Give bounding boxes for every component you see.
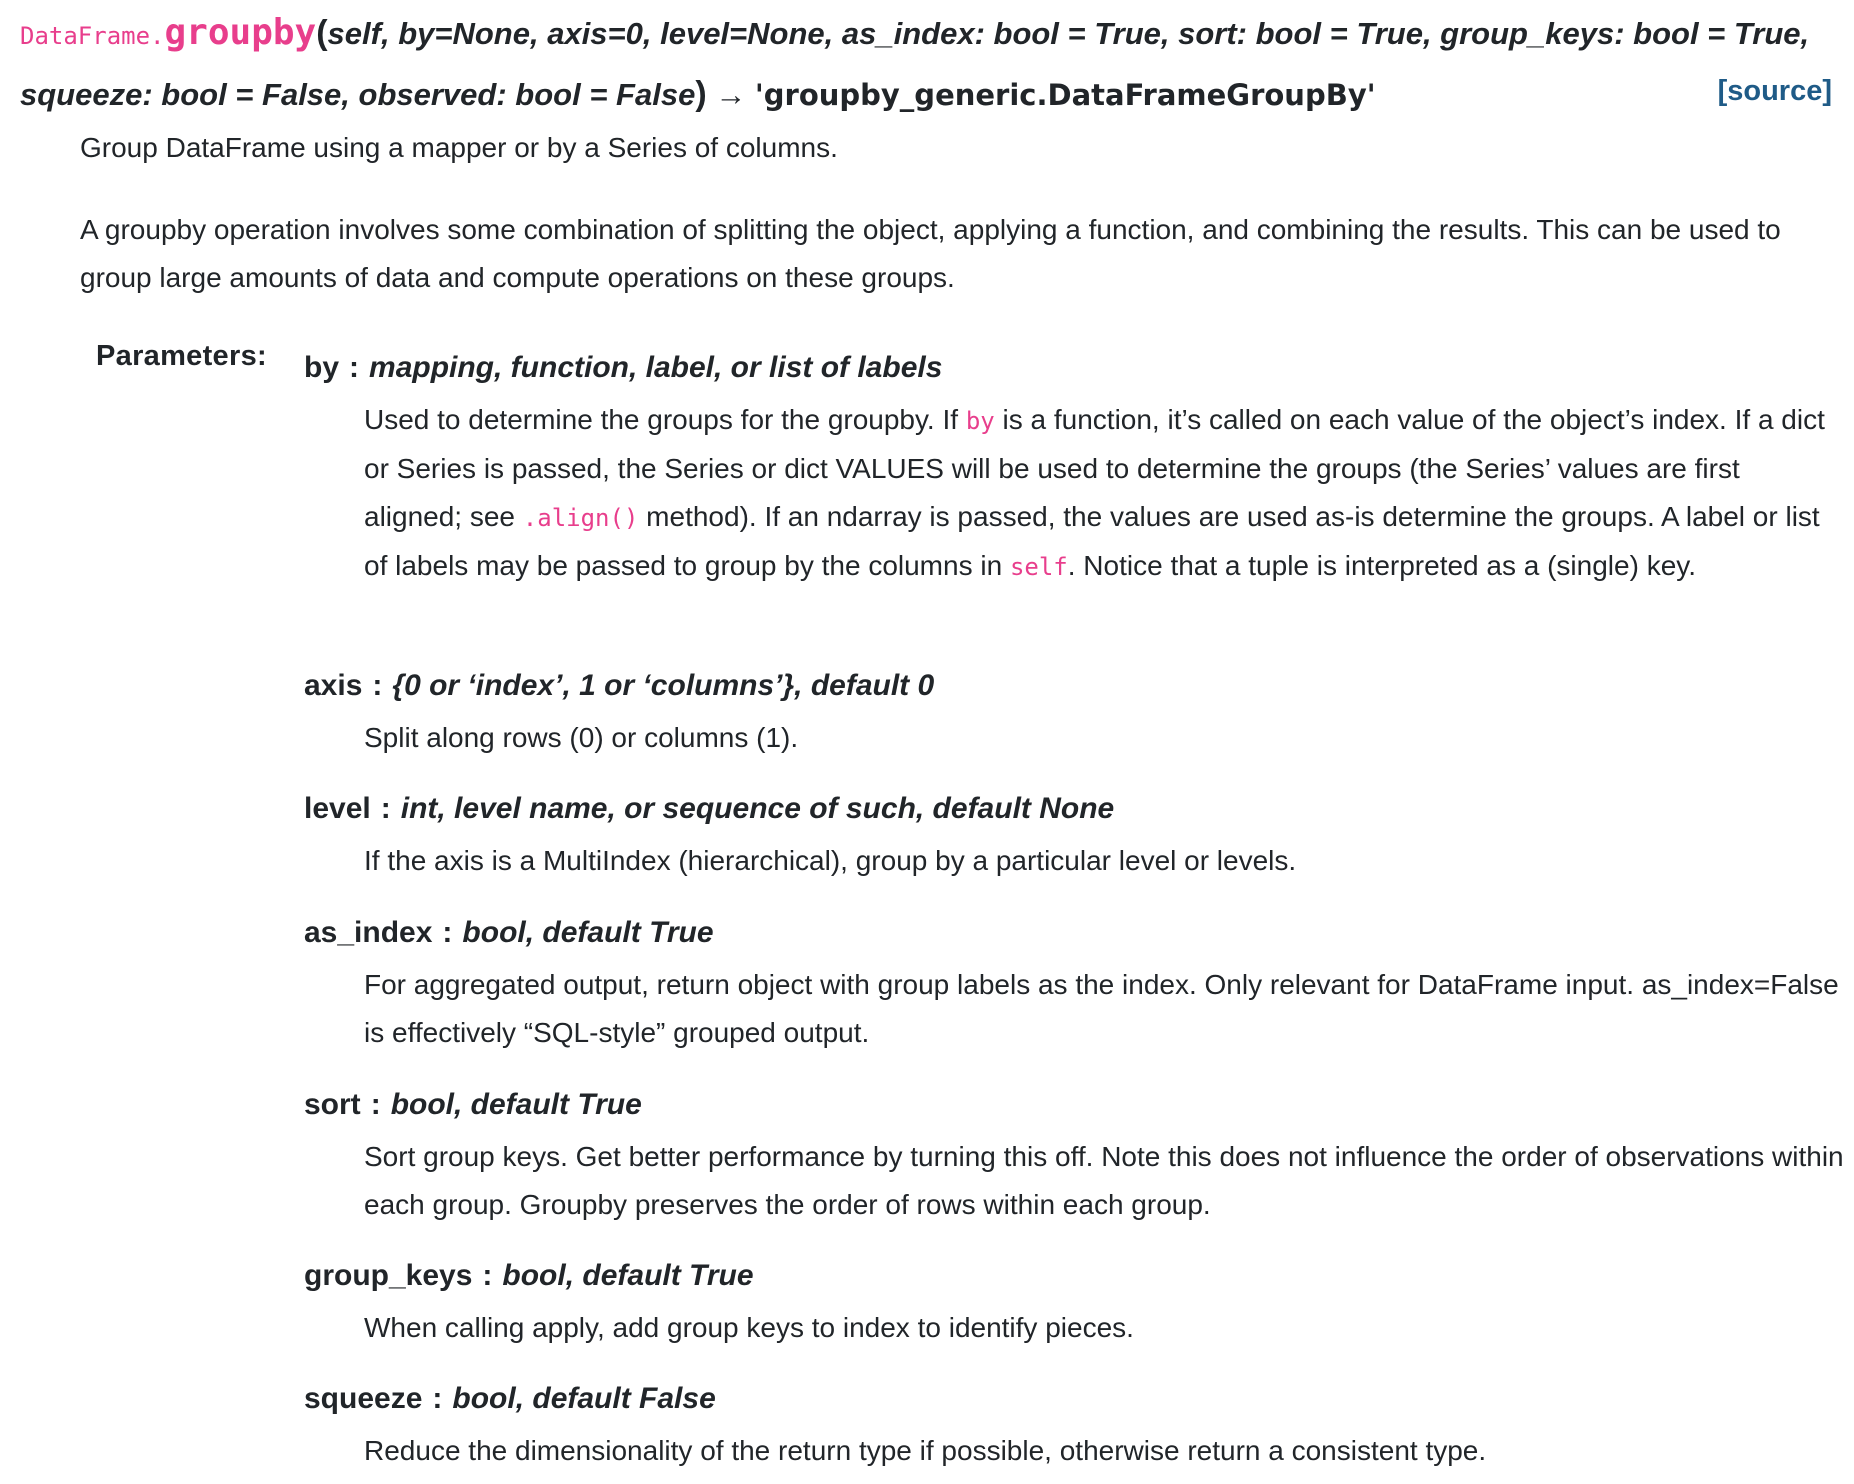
return-type: 'groupby_generic.DataFrameGroupBy' (754, 78, 1376, 112)
class-prefix: DataFrame. (20, 22, 165, 50)
param-sort: sort : bool, default True Sort group keys. Get better performance by turning this off. Note this does not influence the order of observations within each group. Groupby preserves the order of rows within each group. (304, 1081, 1844, 1229)
signature-params-line2: squeeze: bool = False, observed: bool = False (20, 77, 696, 112)
desc-text: is a function, it’s called on each value of the object’s index. If a dict or Series is passed, the Series or dict VALUES will be used to determine the groups (the Series’ values are first aligned; see (364, 404, 1825, 532)
signature-params-line1: self, by=None, axis=0, level=None, as_index: bool = True, sort: bool = True, group_keys: bool = True, (327, 16, 1810, 51)
param-group-keys: group_keys : bool, default True When calling apply, add group keys to index to identify pieces. (304, 1252, 1844, 1352)
inline-code-self: self (1009, 553, 1068, 581)
desc-text: method). If an ndarray is passed, the values are used as-is determine the groups. A label or list of labels may be passed to group by the columns in (364, 501, 1820, 581)
param-description: Split along rows (0) or columns (1). (364, 722, 799, 753)
param-axis: axis : {0 or ‘index’, 1 or ‘columns’}, default 0 Split along rows (0) or columns (1). (304, 662, 1844, 762)
param-by: by : mapping, function, label, or list of labels Used to determine the groups for the groupby. If by is a function, it’s called on each value of the object’s index. If a dict or Series is passed, the Series or dict VALUES will be used to determine the groups (the Series’ values are first aligned; see .align() method). If an ndarray is passed, the values are used as-is determine the groups. A label or list of labels may be passed to group by the columns in self. Notice that a tuple is interpreted as a (single) key. (304, 344, 1844, 591)
param-name: sort (304, 1088, 361, 1121)
param-type: bool, default False (452, 1382, 716, 1415)
function-signature (20, 4, 1840, 124)
function-name: groupby (164, 12, 317, 53)
param-name: level (304, 792, 371, 825)
param-type: mapping, function, label, or list of labels (369, 351, 943, 384)
param-type: bool, default True (502, 1259, 754, 1292)
param-description: If the axis is a MultiIndex (hierarchical), group by a particular level or levels. (364, 845, 1297, 876)
inline-code-align: .align() (522, 504, 639, 532)
parameters-label: Parameters: (96, 340, 267, 372)
param-type: {0 or ‘index’, 1 or ‘columns’}, default 0 (392, 669, 935, 702)
param-description (364, 396, 1844, 591)
param-description: Reduce the dimensionality of the return type if possible, otherwise return a consistent type. (364, 1435, 1487, 1466)
source-link[interactable]: [source] (1717, 75, 1832, 107)
param-type: bool, default True (462, 916, 714, 949)
param-description: When calling apply, add group keys to index to identify pieces. (364, 1312, 1134, 1343)
summary-text: Group DataFrame using a mapper or by a Series of columns. (80, 132, 838, 163)
param-as-index: as_index : bool, default True For aggregated output, return object with group labels as the index. Only relevant for DataFrame input. as_index=False is effectively “SQL-style” grouped output. (304, 909, 1844, 1057)
param-name: axis (304, 669, 363, 702)
param-type: bool, default True (390, 1088, 642, 1121)
param-name: by (304, 351, 340, 384)
param-description: For aggregated output, return object with group labels as the index. Only relevant for DataFrame input. as_index=False is effectively “SQL-style” grouped output. (364, 969, 1839, 1048)
intro-paragraph: A groupby operation involves some combination of splitting the object, applying a function, and combining the results. This can be used to group large amounts of data and compute operations on these groups. (80, 214, 1781, 293)
inline-code-by: by (965, 407, 995, 435)
param-name: group_keys (304, 1259, 473, 1292)
open-paren: ( (316, 14, 328, 52)
close-paren: ) (695, 75, 707, 113)
param-type: int, level name, or sequence of such, default None (400, 792, 1115, 825)
param-squeeze: squeeze : bool, default False Reduce the dimensionality of the return type if possible, otherwise return a consistent type. (304, 1375, 1844, 1475)
param-name: as_index (304, 916, 433, 949)
param-name: squeeze (304, 1382, 423, 1415)
desc-text: . Notice that a tuple is interpreted as a (single) key. (1067, 550, 1696, 581)
return-arrow: → (706, 77, 755, 112)
desc-text: Used to determine the groups for the groupby. If (364, 404, 966, 435)
param-level: level : int, level name, or sequence of such, default None If the axis is a MultiIndex (hierarchical), group by a particular level or levels. (304, 785, 1844, 885)
param-description: Sort group keys. Get better performance by turning this off. Note this does not influence the order of observations within each group. Groupby preserves the order of rows within each group. (364, 1141, 1844, 1220)
